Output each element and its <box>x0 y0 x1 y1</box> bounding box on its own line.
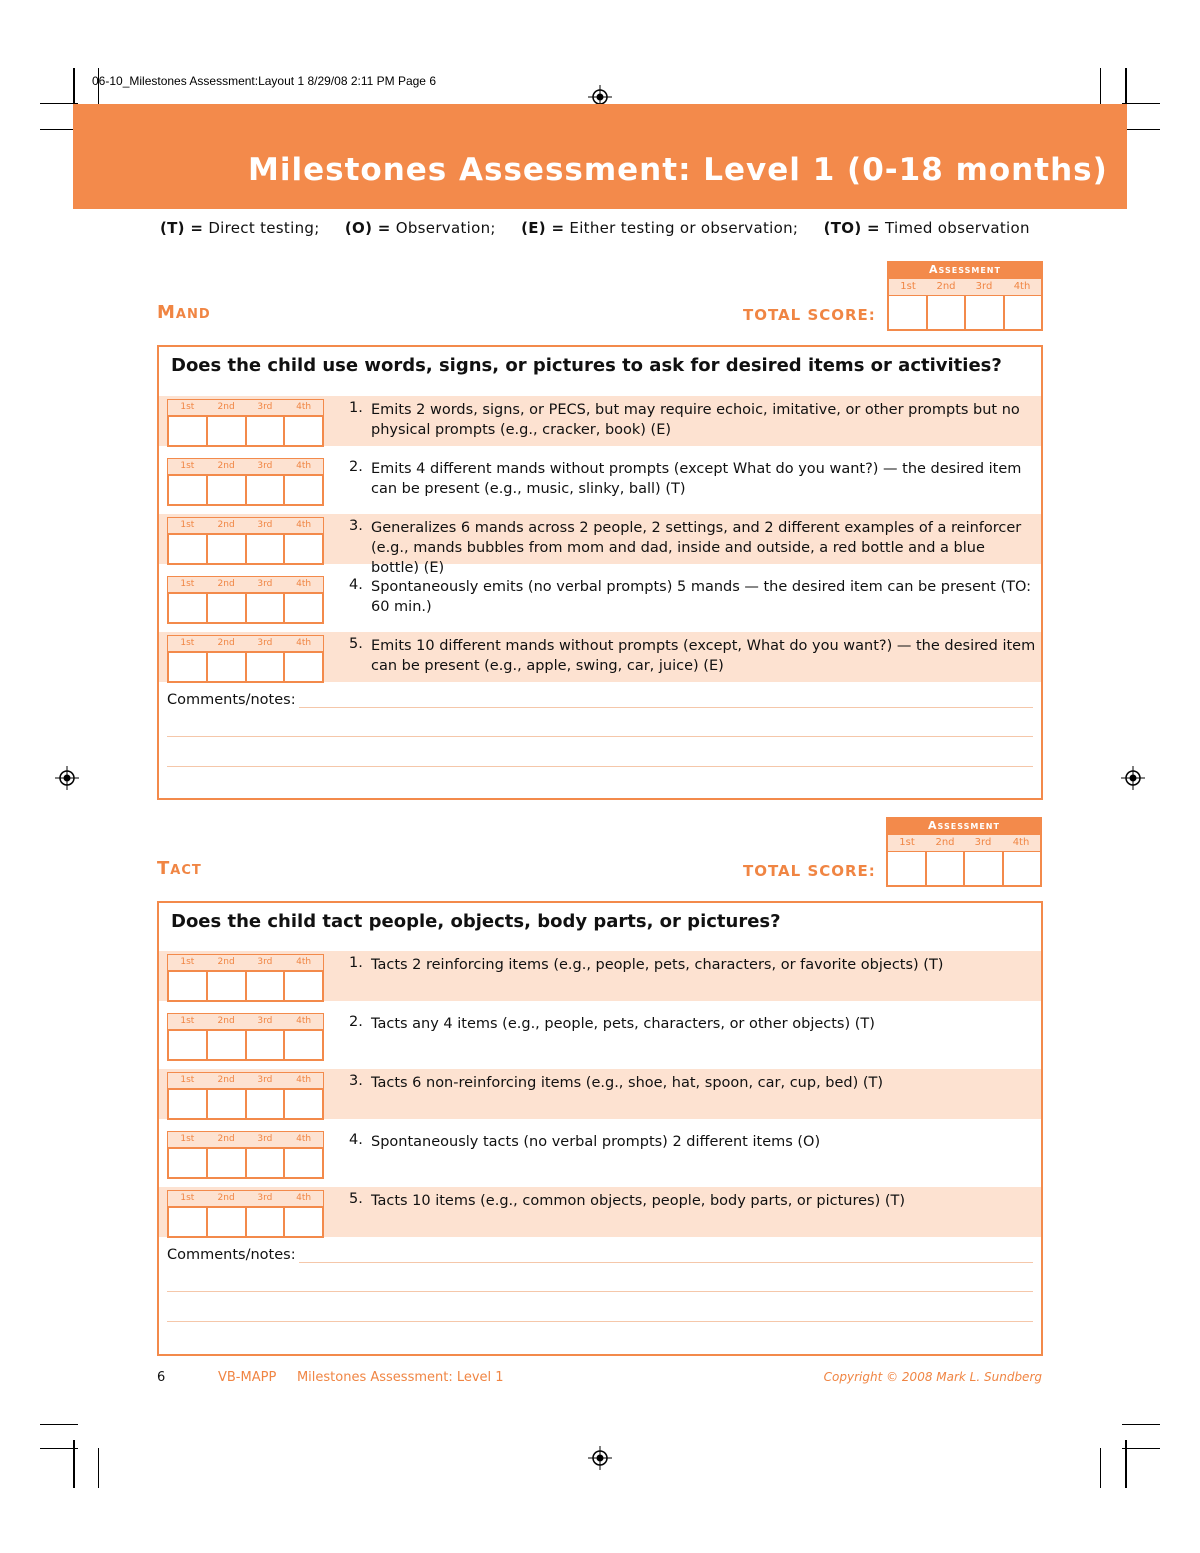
total-score-cell[interactable] <box>966 296 1005 329</box>
score-boxes: 1st 2nd 3rd 4th <box>167 576 324 624</box>
registration-mark-icon <box>588 1446 612 1470</box>
page-title: Milestones Assessment: Level 1 (0-18 months) <box>248 152 1108 188</box>
item-number: 2. <box>349 459 363 475</box>
total-score-cell[interactable] <box>965 852 1004 885</box>
total-score-cell[interactable] <box>927 852 966 885</box>
assessment-col-label: 2nd <box>936 281 956 292</box>
score-boxes: 1st 2nd 3rd 4th <box>167 954 324 1002</box>
score-boxes: 1st 2nd 3rd 4th <box>167 458 324 506</box>
milestone-row <box>159 396 1041 446</box>
score-cell[interactable] <box>208 1149 247 1177</box>
score-boxes: 1st 2nd 3rd 4th <box>167 517 324 565</box>
item-number: 4. <box>349 1132 363 1148</box>
item-text: Tacts any 4 items (e.g., people, pets, characters, or other objects) (T) <box>371 1016 875 1032</box>
score-cell[interactable] <box>169 535 208 563</box>
crop-mark <box>1100 1448 1101 1488</box>
item-text: Generalizes 6 mands across 2 people, 2 settings, and 2 different examples of a reinforcer (e.g., mands bubbles from mom and dad, inside and outside, a red bottle and a blue bottle) (E) <box>371 520 1022 576</box>
milestone-row <box>159 1069 1041 1119</box>
total-score-cell[interactable] <box>889 296 928 329</box>
score-cell[interactable] <box>285 1149 322 1177</box>
total-score-cell[interactable] <box>888 852 927 885</box>
item-text: Emits 2 words, signs, or PECS, but may require echoic, imitative, or other prompts but no physical prompts (e.g., cracker, book) (E) <box>371 402 1020 438</box>
item-text: Emits 4 different mands without prompts (except What do you want?) — the desired item can be present (e.g., music, slinky, ball) (T) <box>371 461 1022 497</box>
item-number: 4. <box>349 577 363 593</box>
score-cell[interactable] <box>208 1208 247 1236</box>
milestone-row <box>159 1010 1041 1060</box>
section-question: Does the child tact people, objects, body parts, or pictures? <box>171 911 781 932</box>
total-score-cell[interactable] <box>1004 852 1041 885</box>
score-boxes: 1st 2nd 3rd 4th <box>167 399 324 447</box>
assessment-col-label: 1st <box>899 837 915 848</box>
score-cell[interactable] <box>285 1090 322 1118</box>
assessment-header: Assessment <box>886 817 1042 835</box>
assessment-col-label: 1st <box>900 281 916 292</box>
scoring-legend: (T) = Direct testing; (O) = Observation; (E) = Either testing or observation; (TO) = Timed observation <box>160 219 1030 237</box>
score-boxes: 1st 2nd 3rd 4th <box>167 1190 324 1238</box>
crop-mark <box>98 1448 99 1488</box>
total-score-cell[interactable] <box>1005 296 1042 329</box>
page-number: 6 <box>157 1370 166 1385</box>
assessment-col-label: 3rd <box>975 281 993 292</box>
score-cell[interactable] <box>285 594 322 622</box>
section-question: Does the child use words, signs, or pictures to ask for desired items or activities? <box>171 355 1002 376</box>
assessment-col-label: 4th <box>1013 281 1031 292</box>
total-score-cell[interactable] <box>928 296 967 329</box>
score-boxes: 1st 2nd 3rd 4th <box>167 1013 324 1061</box>
crop-mark <box>40 1424 78 1425</box>
score-cell[interactable] <box>169 1208 208 1236</box>
score-cell[interactable] <box>247 535 286 563</box>
comments-line[interactable] <box>167 1321 1033 1322</box>
item-text: Tacts 2 reinforcing items (e.g., people, pets, characters, or favorite objects) (T) <box>371 957 944 973</box>
score-cell[interactable] <box>169 972 208 1000</box>
score-cell[interactable] <box>247 417 286 445</box>
score-cell[interactable] <box>247 1031 286 1059</box>
score-cell[interactable] <box>247 1149 286 1177</box>
total-score-label: TOTAL SCORE: <box>743 862 876 880</box>
section-title-tact: Tact <box>157 858 202 879</box>
score-cell[interactable] <box>208 476 247 504</box>
assessment-col-label: 2nd <box>935 837 955 848</box>
crop-mark <box>1122 1448 1160 1449</box>
registration-mark-icon <box>55 766 79 790</box>
score-cell[interactable] <box>208 535 247 563</box>
milestone-row <box>159 1187 1041 1237</box>
score-boxes: 1st 2nd 3rd 4th <box>167 1131 324 1179</box>
milestone-row <box>159 951 1041 1001</box>
item-number: 5. <box>349 1191 363 1207</box>
score-cell[interactable] <box>169 476 208 504</box>
item-text: Spontaneously emits (no verbal prompts) 5 mands — the desired item can be present (TO: 60 min.) <box>371 579 1032 615</box>
registration-mark-icon <box>1121 766 1145 790</box>
score-cell[interactable] <box>285 1208 322 1236</box>
assessment-col-label: 4th <box>1012 837 1030 848</box>
milestone-row <box>159 1128 1041 1178</box>
score-cell[interactable] <box>208 1031 247 1059</box>
item-number: 2. <box>349 1014 363 1030</box>
score-cell[interactable] <box>208 1090 247 1118</box>
item-number: 1. <box>349 955 363 971</box>
crop-mark <box>1122 129 1160 130</box>
crop-mark <box>40 1448 78 1449</box>
item-number: 3. <box>349 1073 363 1089</box>
score-boxes: 1st 2nd 3rd 4th <box>167 635 324 683</box>
item-number: 1. <box>349 400 363 416</box>
score-cell[interactable] <box>247 972 286 1000</box>
score-cell[interactable] <box>169 653 208 681</box>
milestone-row <box>159 573 1041 623</box>
score-cell[interactable] <box>285 417 322 445</box>
comments-line[interactable] <box>299 707 1033 708</box>
score-cell[interactable] <box>208 417 247 445</box>
score-cell[interactable] <box>208 653 247 681</box>
mand-panel <box>157 345 1043 800</box>
item-text: Tacts 10 items (e.g., common objects, people, body parts, or pictures) (T) <box>371 1193 906 1209</box>
milestone-row <box>159 632 1041 682</box>
item-text: Spontaneously tacts (no verbal prompts) 2 different items (O) <box>371 1134 821 1150</box>
item-text: Emits 10 different mands without prompts (except, What do you want?) — the desired item can be present (e.g., apple, swing, car, juice) (E) <box>371 638 1036 674</box>
crop-mark <box>1100 68 1101 104</box>
copyright: Copyright © 2008 Mark L. Sundberg <box>823 1370 1042 1384</box>
comments-line[interactable] <box>167 736 1033 737</box>
item-text: Tacts 6 non-reinforcing items (e.g., shoe, hat, spoon, car, cup, bed) (T) <box>371 1075 884 1091</box>
score-cell[interactable] <box>247 1208 286 1236</box>
running-title: VB-MAPP Milestones Assessment: Level 1 <box>218 1370 504 1385</box>
score-cell[interactable] <box>169 1149 208 1177</box>
score-cell[interactable] <box>169 594 208 622</box>
score-cell[interactable] <box>247 1090 286 1118</box>
total-score-box <box>887 261 1043 331</box>
score-cell[interactable] <box>247 594 286 622</box>
comments-label: Comments/notes: <box>167 692 296 708</box>
score-cell[interactable] <box>247 653 286 681</box>
crop-mark <box>1122 1424 1160 1425</box>
score-cell[interactable] <box>208 972 247 1000</box>
score-boxes: 1st 2nd 3rd 4th <box>167 1072 324 1120</box>
score-cell[interactable] <box>169 417 208 445</box>
print-slug: 06-10_Milestones Assessment:Layout 1 8/29/08 2:11 PM Page 6 <box>92 74 436 88</box>
comments-line[interactable] <box>299 1262 1033 1263</box>
assessment-header: Assessment <box>887 261 1043 279</box>
item-number: 5. <box>349 636 363 652</box>
assessment-col-label: 3rd <box>974 837 992 848</box>
tact-panel <box>157 901 1043 1356</box>
score-cell[interactable] <box>208 594 247 622</box>
item-number: 3. <box>349 518 363 534</box>
section-title-mand: Mand <box>157 302 211 323</box>
score-cell[interactable] <box>247 476 286 504</box>
crop-mark <box>1122 103 1160 104</box>
score-cell[interactable] <box>285 972 322 1000</box>
total-score-box <box>886 817 1042 887</box>
milestone-row <box>159 455 1041 505</box>
score-cell[interactable] <box>285 476 322 504</box>
score-cell[interactable] <box>285 535 322 563</box>
score-cell[interactable] <box>169 1090 208 1118</box>
comments-label: Comments/notes: <box>167 1247 296 1263</box>
score-cell[interactable] <box>285 653 322 681</box>
milestone-row <box>159 514 1041 576</box>
score-cell[interactable] <box>169 1031 208 1059</box>
total-score-label: TOTAL SCORE: <box>743 306 876 324</box>
comments-line[interactable] <box>167 766 1033 767</box>
score-cell[interactable] <box>285 1031 322 1059</box>
comments-line[interactable] <box>167 1291 1033 1292</box>
